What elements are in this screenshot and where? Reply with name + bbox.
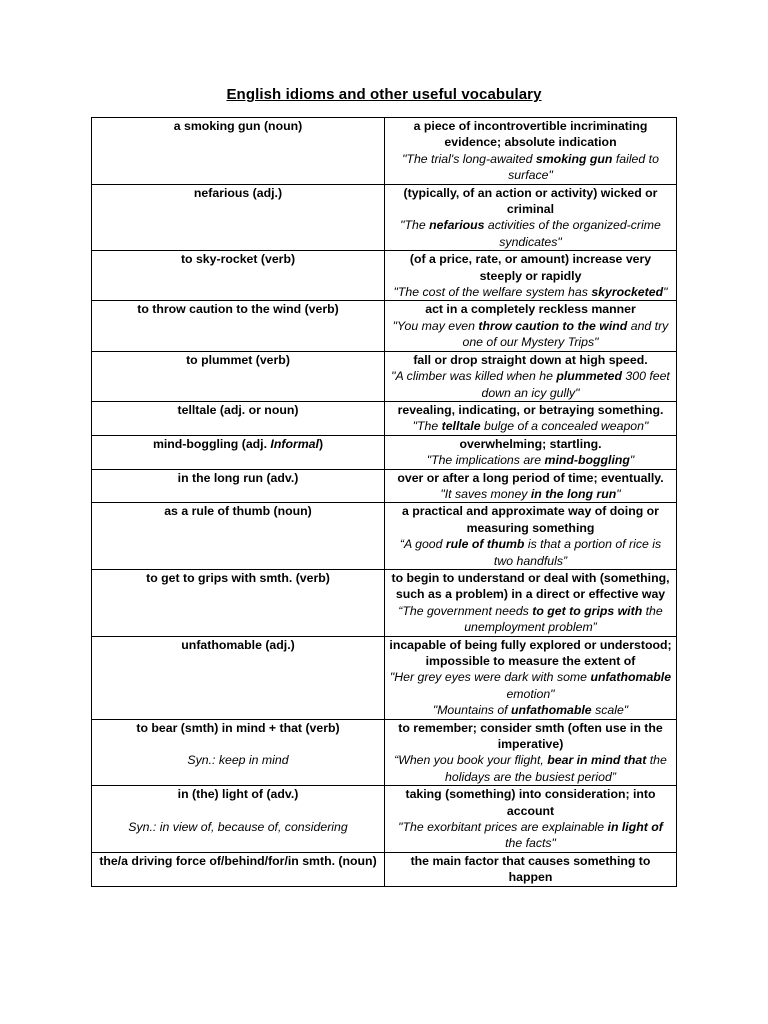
definition-cell	[385, 401, 677, 435]
definition-cell	[385, 435, 677, 469]
definition-text: to begin to understand or deal with (something, such as a problem) in a direct or effective way	[391, 570, 670, 602]
example-keyword: mind-boggling	[544, 453, 630, 468]
example-text: is that a portion of rice is two handfuls”	[493, 537, 662, 568]
term-cell	[92, 469, 385, 503]
definition-cell	[385, 719, 677, 786]
term-register: Informal	[270, 436, 319, 451]
term-cell	[92, 786, 385, 853]
example-keyword: to get to grips with	[532, 603, 643, 618]
term-cell	[92, 719, 385, 786]
example-sentence	[389, 418, 672, 434]
definition-cell	[385, 636, 677, 719]
term-text: to throw caution to the wind (verb)	[137, 302, 339, 317]
example-text: failed to surface"	[508, 151, 659, 183]
definition-cell	[385, 503, 677, 570]
example-keyword: throw caution to the wind	[478, 318, 628, 333]
term-text: a smoking gun (noun)	[173, 119, 303, 133]
table-row	[92, 351, 677, 401]
example-text: activities of the organized-crime syndicates"	[484, 218, 661, 249]
synonyms-text: Syn.: in view of, because of, considering	[128, 819, 348, 834]
example-text: "The cost of the welfare system has	[393, 285, 592, 300]
example-text: "	[663, 285, 668, 300]
example-text: bulge of a concealed weapon"	[480, 419, 649, 434]
table-row	[92, 786, 677, 853]
definition-text: (typically, of an action or activity) wicked or criminal	[403, 185, 658, 217]
definition-cell	[385, 786, 677, 853]
example-keyword: rule of thumb	[445, 537, 525, 552]
example-sentence	[389, 819, 672, 852]
term-text: nefarious (adj.)	[193, 185, 283, 200]
example-keyword: bear in mind that	[547, 753, 647, 768]
definition-cell	[385, 184, 677, 251]
term-cell	[92, 435, 385, 469]
example-text: 300 feet down an icy gully"	[481, 369, 670, 400]
example-sentence	[389, 318, 672, 351]
table-row	[92, 503, 677, 570]
example-sentence	[389, 284, 672, 300]
table-row	[92, 435, 677, 469]
example-keyword: in the long run	[530, 486, 617, 501]
table-row	[92, 636, 677, 719]
example-text: "Mountains of	[432, 703, 512, 718]
definition-cell	[385, 852, 677, 886]
example-sentence	[389, 368, 672, 401]
term-cell	[92, 251, 385, 301]
term-cell	[92, 569, 385, 636]
example-text: "The exorbitant prices are explainable	[398, 820, 608, 835]
example-text: "	[616, 486, 621, 501]
definition-cell	[385, 251, 677, 301]
example-text: “A good	[399, 537, 446, 552]
term-text-end: )	[318, 436, 324, 451]
term-text: to sky-rocket (verb)	[180, 252, 296, 267]
definition-cell	[385, 469, 677, 503]
term-cell	[92, 852, 385, 886]
term-text: unfathomable (adj.)	[181, 637, 295, 652]
term-cell	[92, 401, 385, 435]
example-sentence	[389, 217, 672, 250]
example-sentence	[389, 752, 672, 785]
example-text: scale"	[591, 703, 629, 718]
vocabulary-table-body	[92, 118, 677, 887]
example-keyword: in light of	[607, 820, 663, 835]
term-text: the/a driving force of/behind/for/in smth. (noun)	[99, 853, 377, 868]
definition-text: to remember; consider smth (often use in the imperative)	[398, 720, 663, 752]
term-cell	[92, 351, 385, 401]
definition-text: incapable of being fully explored or understood; impossible to measure the extent of	[389, 637, 672, 668]
example-text: and try one of our Mystery Trips"	[462, 318, 669, 350]
example-sentence	[389, 669, 672, 702]
example-text: “When you book your flight,	[394, 753, 548, 768]
table-row	[92, 852, 677, 886]
term-text: to plummet (verb)	[186, 352, 290, 367]
example-keyword: plummeted	[556, 369, 622, 384]
example-text: "	[629, 453, 635, 468]
term-text: to get to grips with smth. (verb)	[146, 570, 330, 585]
table-row	[92, 719, 677, 786]
definition-text: revealing, indicating, or betraying something.	[397, 402, 664, 417]
example-sentence	[389, 151, 672, 184]
example-text: "The	[412, 419, 442, 434]
example-text: the unemployment problem”	[464, 603, 663, 635]
term-text: to bear (smth) in mind + that (verb)	[136, 720, 340, 735]
example-text: "The implications are	[426, 453, 545, 468]
vocabulary-table	[91, 117, 677, 887]
term-cell	[92, 184, 385, 251]
table-row	[92, 569, 677, 636]
term-text: as a rule of thumb (noun)	[164, 504, 312, 519]
term-cell	[92, 636, 385, 719]
term-text: in (the) light of (adv.)	[177, 787, 299, 802]
example-keyword: nefarious	[429, 218, 485, 233]
term-cell	[92, 503, 385, 570]
example-text: the holidays are the busiest period”	[445, 753, 667, 784]
example-text: “The government needs	[398, 603, 533, 618]
example-text: "The	[400, 218, 430, 233]
table-row	[92, 184, 677, 251]
definition-text: a piece of incontrovertible incriminating evidence; absolute indication	[413, 119, 648, 150]
definition-cell	[385, 569, 677, 636]
synonyms-text: Syn.: keep in mind	[187, 753, 289, 768]
definition-text: overwhelming; startling.	[459, 436, 602, 451]
example-keyword: skyrocketed	[591, 285, 664, 300]
example-sentence	[389, 452, 672, 468]
term-text: telltale (adj. or noun)	[177, 402, 299, 417]
example-text: the facts"	[505, 836, 556, 851]
definition-text: taking (something) into consideration; into account	[405, 787, 656, 818]
term-text: mind-boggling (adj.	[152, 436, 271, 451]
term-text: in the long run (adv.)	[177, 470, 299, 485]
example-text: emotion"	[506, 686, 555, 701]
definition-cell	[385, 301, 677, 351]
example-sentence	[389, 486, 672, 502]
example-sentence	[389, 702, 672, 718]
definition-text: the main factor that causes something to happen	[410, 853, 651, 885]
page-title: English idioms and other useful vocabulary	[226, 86, 542, 103]
definition-text: a practical and approximate way of doing or measuring something	[402, 504, 659, 535]
definition-text: (of a price, rate, or amount) increase very steeply or rapidly	[409, 252, 652, 283]
example-text: "Her grey eyes were dark with some	[389, 670, 591, 685]
example-text: "It saves money	[440, 486, 531, 501]
table-row	[92, 469, 677, 503]
definition-cell	[385, 351, 677, 401]
term-cell	[92, 118, 385, 185]
table-row	[92, 118, 677, 185]
table-row	[92, 251, 677, 301]
example-keyword: unfathomable	[511, 703, 592, 718]
example-text: "You may even	[392, 318, 479, 333]
term-cell	[92, 301, 385, 351]
example-sentence	[389, 536, 672, 569]
example-text: "The trial's long-awaited	[402, 151, 536, 166]
table-row	[92, 301, 677, 351]
example-keyword: unfathomable	[590, 670, 672, 685]
example-sentence	[389, 603, 672, 636]
table-row	[92, 401, 677, 435]
definition-text: over or after a long period of time; eventually.	[397, 470, 664, 485]
definition-text: fall or drop straight down at high speed.	[413, 352, 648, 367]
definition-text: act in a completely reckless manner	[425, 302, 636, 317]
example-keyword: telltale	[441, 419, 481, 434]
example-text: "A climber was killed when he	[391, 369, 557, 384]
definition-cell	[385, 118, 677, 185]
example-keyword: smoking gun	[535, 151, 613, 166]
